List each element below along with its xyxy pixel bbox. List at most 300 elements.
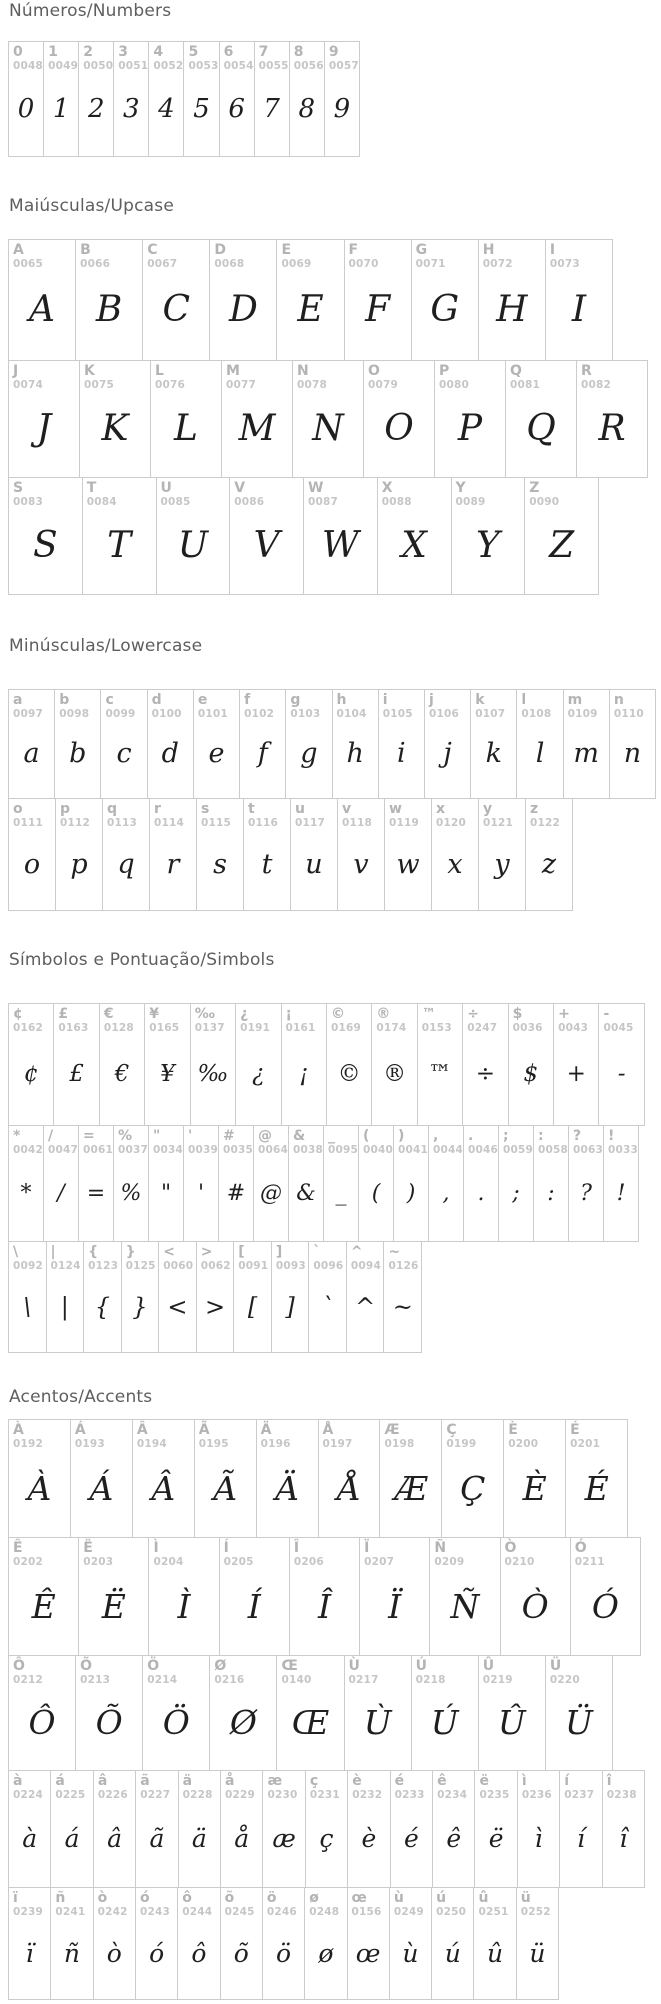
- cell-unicode-code: 0248: [309, 1905, 340, 1918]
- cell-unicode-code: 0070: [348, 257, 379, 270]
- glyph-grid-row: [8, 689, 656, 799]
- cell-header: [610, 690, 655, 720]
- glyph-cell: [498, 1126, 533, 1241]
- cell-header: [518, 1771, 559, 1801]
- cell-character-label: Ú: [415, 1658, 428, 1674]
- cell-header: [286, 690, 331, 720]
- cell-unicode-code: 0105: [382, 707, 413, 720]
- cell-header: [338, 799, 384, 829]
- cell-character-label: D: [214, 242, 226, 258]
- cell-unicode-code: 0117: [295, 816, 326, 829]
- cell-unicode-code: 0195: [198, 1437, 229, 1450]
- cell-character-label: ": [153, 1128, 161, 1144]
- glyph-preview: X: [401, 525, 427, 567]
- cell-unicode-code: 0226: [97, 1788, 128, 1801]
- glyph-cell: [478, 799, 525, 910]
- glyph-cell: [383, 1242, 421, 1352]
- glyph-preview: J: [36, 408, 52, 450]
- glyph-cell: [9, 478, 82, 594]
- cell-header: [566, 1420, 627, 1450]
- section-title: Números/Numbers: [9, 1, 172, 21]
- cell-character-label: T: [86, 480, 97, 496]
- glyph-preview: I: [571, 289, 587, 331]
- cell-unicode-code: 0238: [606, 1788, 637, 1801]
- glyph-cell: [9, 240, 75, 360]
- glyph-preview: ç: [319, 1824, 334, 1854]
- glyph-cell: [9, 1420, 70, 1537]
- glyph-preview: 0: [17, 93, 35, 124]
- cell-header: [571, 1538, 640, 1568]
- glyph-cell: [99, 1004, 144, 1125]
- cell-header: [197, 1242, 234, 1272]
- glyph-cell: [363, 361, 434, 477]
- cell-character-label: ä: [182, 1773, 193, 1789]
- glyph-preview: E: [297, 289, 324, 331]
- cell-header: [9, 42, 43, 72]
- cell-header: [149, 1126, 183, 1156]
- glyph-cell: [305, 1771, 347, 1887]
- cell-header: [475, 1771, 516, 1801]
- glyph-cell: [209, 240, 276, 360]
- cell-character-label: @: [258, 1128, 272, 1144]
- glyph-preview: d: [161, 738, 179, 770]
- cell-unicode-code: 0045: [603, 1021, 634, 1034]
- cell-header: [9, 1656, 75, 1686]
- glyph-cell: [93, 1771, 135, 1887]
- glyph-preview: @: [260, 1180, 282, 1206]
- cell-unicode-code: 0110: [613, 707, 644, 720]
- glyph-cell: [276, 1656, 343, 1770]
- glyph-cell: [568, 1126, 603, 1241]
- glyph-cell: [545, 1656, 612, 1770]
- glyph-cell: [431, 1888, 473, 1999]
- glyph-preview: &: [296, 1180, 316, 1206]
- cell-unicode-code: 0086: [234, 495, 265, 508]
- cell-header: [432, 799, 478, 829]
- glyph-cell: [256, 1420, 318, 1537]
- cell-unicode-code: 0165: [149, 1021, 180, 1034]
- glyph-cell: [177, 1888, 219, 1999]
- cell-header: [325, 42, 359, 72]
- cell-character-label: $: [512, 1006, 523, 1022]
- glyph-preview: Ø: [229, 1703, 257, 1743]
- glyph-cell: [113, 42, 148, 156]
- cell-header: [546, 240, 612, 270]
- cell-character-label: h: [336, 692, 347, 708]
- glyph-section: [8, 196, 661, 595]
- cell-header: [390, 1888, 431, 1918]
- glyph-cell: [9, 1126, 43, 1241]
- glyph-cell: [220, 1888, 262, 1999]
- cell-header: [136, 1771, 177, 1801]
- cell-header: [293, 361, 363, 391]
- cell-unicode-code: 0218: [415, 1673, 446, 1686]
- glyph-preview: j: [443, 738, 452, 770]
- glyph-preview: 9: [333, 93, 351, 124]
- cell-header: [100, 1004, 144, 1034]
- cell-character-label: 9: [328, 44, 339, 60]
- glyph-cell: [389, 1888, 431, 1999]
- glyph-preview: ô: [191, 1938, 207, 1968]
- cell-header: [546, 1656, 612, 1686]
- cell-header: [101, 690, 146, 720]
- glyph-preview: æ: [272, 1824, 296, 1854]
- glyph-cell: [417, 1004, 462, 1125]
- glyph-cell: [371, 1004, 416, 1125]
- glyph-preview: ?: [580, 1180, 592, 1206]
- cell-unicode-code: 0220: [549, 1673, 580, 1686]
- glyph-cell: [384, 799, 431, 910]
- cell-character-label: Í: [223, 1540, 229, 1556]
- glyph-grid-row: [8, 1241, 422, 1353]
- glyph-cell: [148, 1538, 218, 1655]
- glyph-cell: [318, 1420, 380, 1537]
- cell-header: [394, 1126, 428, 1156]
- cell-unicode-code: 0247: [467, 1021, 498, 1034]
- glyph-cell: [70, 1420, 132, 1537]
- cell-unicode-code: 0081: [510, 378, 541, 391]
- glyph-preview: ^: [355, 1292, 376, 1321]
- cell-unicode-code: 0080: [439, 378, 470, 391]
- glyph-preview: +: [566, 1061, 586, 1088]
- cell-character-label: n: [613, 692, 624, 708]
- glyph-preview: í: [576, 1824, 585, 1854]
- cell-character-label: ;: [503, 1128, 509, 1144]
- cell-header: [391, 1771, 432, 1801]
- glyph-preview: £: [69, 1061, 84, 1088]
- cell-unicode-code: 0163: [58, 1021, 89, 1034]
- cell-header: [9, 1420, 70, 1450]
- glyph-cell: [254, 42, 289, 156]
- glyph-cell: [478, 240, 545, 360]
- glyph-cell: [332, 690, 378, 798]
- glyph-cell: [281, 1004, 326, 1125]
- section-title: Maiúsculas/Upcase: [9, 196, 174, 216]
- glyph-preview: q: [117, 848, 135, 880]
- glyph-preview: á: [64, 1824, 80, 1854]
- glyph-preview: é: [403, 1824, 419, 1854]
- cell-character-label: ë: [479, 1773, 489, 1789]
- cell-character-label: Â: [136, 1422, 148, 1438]
- cell-unicode-code: 0092: [13, 1259, 44, 1272]
- cell-header: [255, 42, 289, 72]
- glyph-preview: T: [107, 525, 132, 567]
- cell-header: [9, 240, 75, 270]
- cell-unicode-code: 0212: [13, 1673, 44, 1686]
- glyph-cell: [83, 1242, 121, 1352]
- cell-unicode-code: 0207: [364, 1555, 395, 1568]
- cell-unicode-code: 0071: [415, 257, 446, 270]
- glyph-cell: [609, 690, 655, 798]
- cell-character-label: B: [80, 242, 91, 258]
- glyph-grid-row: [8, 1003, 645, 1126]
- cell-character-label: ): [398, 1128, 405, 1144]
- cell-header: [44, 42, 78, 72]
- cell-header: [425, 690, 470, 720]
- glyph-preview: |: [60, 1292, 69, 1321]
- cell-header: [94, 1771, 135, 1801]
- glyph-cell: [428, 1126, 463, 1241]
- cell-character-label: Ñ: [434, 1540, 447, 1556]
- cell-character-label: x: [436, 801, 446, 817]
- cell-unicode-code: 0224: [13, 1788, 44, 1801]
- cell-header: [432, 1888, 473, 1918]
- cell-unicode-code: 0192: [13, 1437, 44, 1450]
- cell-unicode-code: 0236: [521, 1788, 552, 1801]
- cell-character-label: 1: [48, 44, 58, 60]
- cell-header: [254, 1126, 288, 1156]
- glyph-preview: 6: [228, 93, 245, 124]
- glyph-cell: [602, 1771, 644, 1887]
- glyph-cell: [359, 1538, 429, 1655]
- cell-character-label: [: [238, 1244, 245, 1260]
- cell-unicode-code: 0204: [153, 1555, 184, 1568]
- cell-header: [263, 1771, 304, 1801]
- glyph-preview: -: [617, 1061, 626, 1088]
- cell-header: [184, 1126, 218, 1156]
- cell-unicode-code: 0043: [558, 1021, 589, 1034]
- glyph-preview: *: [20, 1180, 32, 1206]
- cell-character-label: G: [415, 242, 428, 258]
- cell-character-label: S: [13, 480, 24, 496]
- glyph-preview: Ü: [565, 1703, 593, 1743]
- glyph-preview: ï: [25, 1938, 34, 1968]
- cell-header: [525, 478, 598, 508]
- cell-header: [94, 1888, 135, 1918]
- cell-unicode-code: 0046: [468, 1143, 498, 1156]
- glyph-preview: \: [23, 1292, 32, 1321]
- glyph-preview: Î: [317, 1586, 331, 1626]
- glyph-cell: [194, 1420, 256, 1537]
- cell-unicode-code: 0114: [154, 816, 185, 829]
- glyph-preview: L: [174, 408, 198, 450]
- cell-header: [80, 361, 150, 391]
- cell-header: [289, 1126, 323, 1156]
- glyph-cell: [379, 1420, 441, 1537]
- glyph-section: [8, 1387, 661, 2000]
- glyph-preview: à: [22, 1824, 38, 1854]
- cell-header: [150, 799, 196, 829]
- glyph-cell: [505, 361, 576, 477]
- cell-character-label: =: [83, 1128, 95, 1144]
- glyph-cell: [78, 1126, 113, 1241]
- cell-unicode-code: 0038: [293, 1143, 323, 1156]
- glyph-cell: [193, 690, 239, 798]
- cell-header: [179, 1771, 220, 1801]
- glyph-preview: g: [300, 738, 318, 770]
- cell-unicode-code: 0161: [285, 1021, 316, 1034]
- glyph-preview: €: [114, 1061, 130, 1088]
- glyph-cell: [9, 1888, 50, 1999]
- glyph-preview: Í: [247, 1586, 261, 1626]
- glyph-preview: >: [204, 1292, 226, 1321]
- cell-character-label: Î: [293, 1540, 300, 1556]
- glyph-cell: [147, 690, 193, 798]
- glyph-cell: [290, 799, 337, 910]
- cell-header: [534, 1126, 568, 1156]
- glyph-cell: [347, 1888, 389, 1999]
- cell-header: [9, 1888, 50, 1918]
- cell-unicode-code: 0100: [151, 707, 182, 720]
- cell-character-label: Ê: [13, 1540, 23, 1556]
- cell-unicode-code: 0197: [322, 1437, 353, 1450]
- cell-header: [384, 1242, 421, 1272]
- cell-header: [79, 1126, 113, 1156]
- cell-header: [306, 1771, 347, 1801]
- glyph-grid-row: [8, 239, 613, 361]
- cell-header: [345, 1656, 411, 1686]
- glyph-preview: ,: [442, 1180, 450, 1206]
- cell-unicode-code: 0033: [608, 1143, 638, 1156]
- cell-header: [412, 240, 478, 270]
- cell-unicode-code: 0087: [308, 495, 339, 508]
- glyph-cell: [196, 799, 243, 910]
- cell-unicode-code: 0244: [182, 1905, 213, 1918]
- cell-unicode-code: 0078: [297, 378, 328, 391]
- glyph-cell: [9, 361, 79, 477]
- cell-unicode-code: 0089: [455, 495, 486, 508]
- cell-unicode-code: 0231: [309, 1788, 340, 1801]
- glyph-cell: [346, 1242, 384, 1352]
- glyph-preview: Ö: [162, 1703, 190, 1743]
- glyph-preview: Ã: [213, 1468, 238, 1508]
- cell-header: [348, 1771, 389, 1801]
- glyph-preview: l: [535, 738, 545, 770]
- glyph-cell: [441, 1420, 503, 1537]
- cell-unicode-code: 0242: [97, 1905, 128, 1918]
- cell-character-label: M: [226, 363, 240, 379]
- cell-header: [76, 1656, 142, 1686]
- cell-character-label: O: [368, 363, 380, 379]
- glyph-preview: `: [321, 1292, 334, 1321]
- cell-character-label: #: [223, 1128, 235, 1144]
- cell-character-label: R: [581, 363, 592, 379]
- glyph-preview: y: [494, 848, 510, 880]
- cell-unicode-code: 0069: [281, 257, 312, 270]
- glyph-preview: Ï: [388, 1586, 402, 1626]
- cell-header: [577, 361, 647, 391]
- glyph-cell: [344, 240, 411, 360]
- glyph-preview: u: [305, 848, 323, 880]
- cell-unicode-code: 0120: [436, 816, 467, 829]
- glyph-cell: [121, 1242, 159, 1352]
- cell-header: [499, 1126, 533, 1156]
- cell-header: [219, 1126, 253, 1156]
- cell-character-label: ]: [275, 1244, 283, 1260]
- glyph-cell: [470, 690, 516, 798]
- cell-header: [380, 1420, 441, 1450]
- glyph-preview: :: [547, 1180, 555, 1206]
- glyph-preview: É: [584, 1468, 609, 1508]
- glyph-cell: [102, 799, 149, 910]
- glyph-preview: C: [162, 289, 191, 331]
- glyph-preview: S: [33, 525, 58, 567]
- glyph-cell: [190, 1004, 235, 1125]
- glyph-cell: [462, 1004, 507, 1125]
- glyph-cell: [508, 1004, 553, 1125]
- cell-unicode-code: 0075: [84, 378, 115, 391]
- glyph-preview: c: [116, 738, 132, 770]
- cell-unicode-code: 0210: [504, 1555, 535, 1568]
- cell-unicode-code: 0112: [60, 816, 91, 829]
- cell-unicode-code: 0039: [188, 1143, 218, 1156]
- cell-character-label: ®: [376, 1006, 391, 1022]
- cell-character-label: ¿: [240, 1006, 249, 1022]
- cell-header: [210, 1656, 276, 1686]
- cell-header: [277, 1656, 343, 1686]
- cell-character-label: U: [160, 480, 172, 496]
- cell-header: [385, 799, 431, 829]
- cell-unicode-code: 0234: [437, 1788, 468, 1801]
- glyph-cell: [288, 1126, 323, 1241]
- glyph-cell: [451, 478, 525, 594]
- cell-header: [319, 1420, 380, 1450]
- cell-header: [501, 1538, 570, 1568]
- cell-header: [442, 1420, 503, 1450]
- glyph-preview: {: [94, 1292, 110, 1321]
- glyph-cell: [55, 799, 102, 910]
- cell-unicode-code: 0050: [83, 59, 114, 72]
- cell-character-label: ~: [388, 1244, 401, 1260]
- cell-character-label: a: [13, 692, 23, 708]
- glyph-cell: [79, 361, 150, 477]
- glyph-preview: ö: [276, 1938, 292, 1968]
- cell-unicode-code: 0037: [118, 1143, 148, 1156]
- cell-character-label: t: [248, 801, 255, 817]
- cell-unicode-code: 0090: [529, 495, 560, 508]
- cell-character-label: W: [308, 480, 324, 496]
- cell-header: [282, 1004, 326, 1034]
- cell-unicode-code: 0122: [530, 816, 561, 829]
- cell-unicode-code: 0174: [376, 1021, 407, 1034]
- cell-header: [149, 1538, 218, 1568]
- glyph-preview: 2: [87, 93, 105, 124]
- cell-header: [554, 1004, 598, 1034]
- glyph-cell: [50, 1888, 92, 1999]
- cell-unicode-code: 0227: [140, 1788, 171, 1801]
- glyph-preview: N: [312, 408, 344, 450]
- cell-character-label: (: [363, 1128, 370, 1144]
- glyph-cell: [142, 240, 209, 360]
- glyph-section: [8, 1, 661, 157]
- cell-unicode-code: 0115: [201, 816, 232, 829]
- cell-header: [479, 1656, 545, 1686]
- cell-character-label: ê: [437, 1773, 447, 1789]
- glyph-cell: [9, 1242, 46, 1352]
- cell-unicode-code: 0098: [59, 707, 90, 720]
- glyph-cell: [229, 478, 303, 594]
- glyph-preview: (: [371, 1180, 381, 1206]
- cell-unicode-code: 0121: [483, 816, 514, 829]
- cell-character-label: %: [118, 1128, 133, 1144]
- cell-header: [79, 1538, 148, 1568]
- cell-unicode-code: 0209: [434, 1555, 465, 1568]
- cell-unicode-code: 0068: [214, 257, 245, 270]
- glyph-preview: ¢: [23, 1061, 39, 1088]
- glyph-preview: ¥: [160, 1061, 175, 1088]
- cell-character-label: 7: [258, 44, 269, 60]
- glyph-preview: ¡: [299, 1061, 309, 1088]
- cell-character-label: €: [103, 1006, 114, 1022]
- cell-character-label: â: [97, 1773, 108, 1789]
- glyph-preview: A: [29, 289, 56, 331]
- glyph-preview: ä: [191, 1824, 207, 1854]
- cell-header: [51, 1888, 92, 1918]
- cell-unicode-code: 0062: [200, 1259, 231, 1272]
- glyph-preview: ÷: [475, 1061, 496, 1088]
- cell-character-label: I: [549, 242, 556, 258]
- glyph-preview: Ó: [591, 1586, 619, 1626]
